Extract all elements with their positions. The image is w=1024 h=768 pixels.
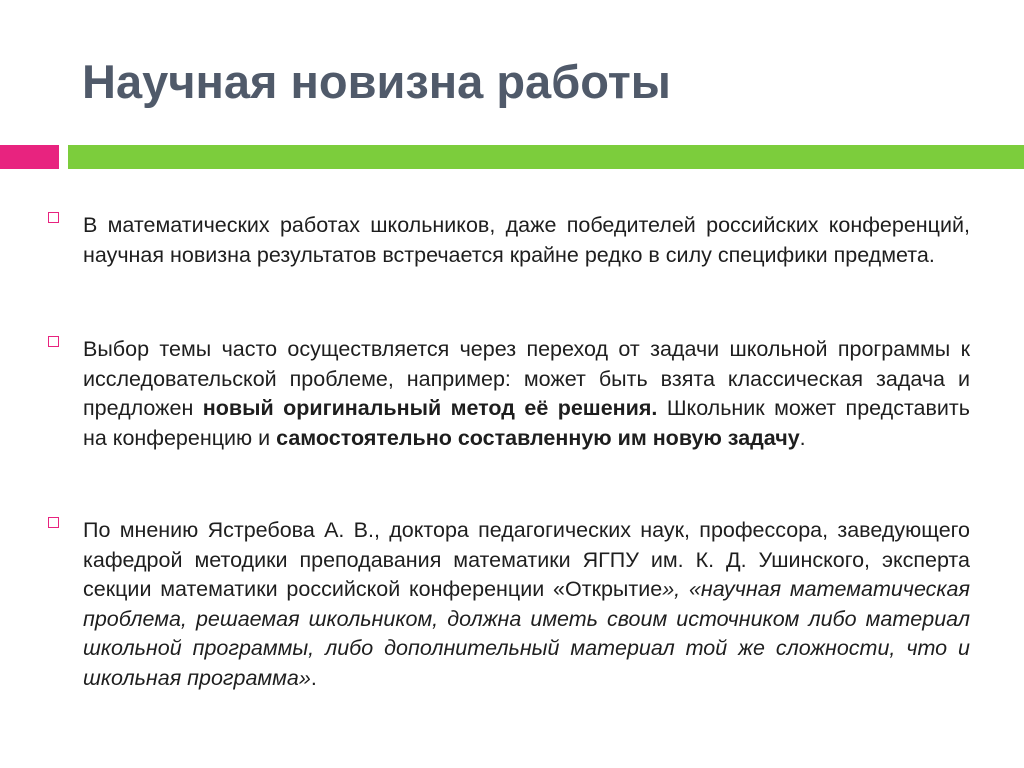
bullet-item: [48, 211, 970, 270]
bullet-text: [83, 211, 970, 270]
square-bullet-icon: [48, 212, 59, 223]
italic-quote-segment: », «научная математическая проблема, решаемая школьником, должна иметь своим источником либо материал школьной программы, либо дополнительный материал той же сложности, что и школьная программа»: [83, 577, 970, 690]
text-segment: По мнению Ястребова А. В., доктора педагогических наук, профессора, заведующего кафедрой методики преподавания математики ЯГПУ им. К. Д. Ушинского, эксперта секции математики российской конференции «Открытие: [83, 518, 970, 602]
square-bullet-icon: [48, 336, 59, 347]
bullet-text: [83, 516, 970, 694]
text-segment: Выбор темы часто осуществляется через переход от задачи школьной программы к исследовательской проблеме, например: может быть взята классическая задача и предложен: [83, 337, 970, 421]
bold-text-segment: самостоятельно составленную им новую задачу: [276, 425, 800, 450]
bullet-item: [48, 516, 970, 694]
slide-title: Научная новизна работы: [82, 55, 671, 108]
square-bullet-icon: [48, 517, 59, 528]
text-segment: .: [799, 425, 806, 450]
bullet-item: [48, 335, 970, 453]
text-segment: В математических работах школьников, даже победителей российских конференций, научная новизна результатов встречается крайне редко в силу специфики предмета.: [83, 213, 970, 267]
bullet-text: [83, 335, 970, 453]
accent-bar-green: [68, 145, 1024, 169]
bold-text-segment: новый оригинальный метод её решения.: [202, 396, 658, 421]
text-segment: Школьник может представить на конференцию и: [83, 396, 970, 450]
accent-bar-pink: [0, 145, 59, 169]
text-segment: .: [310, 665, 317, 690]
